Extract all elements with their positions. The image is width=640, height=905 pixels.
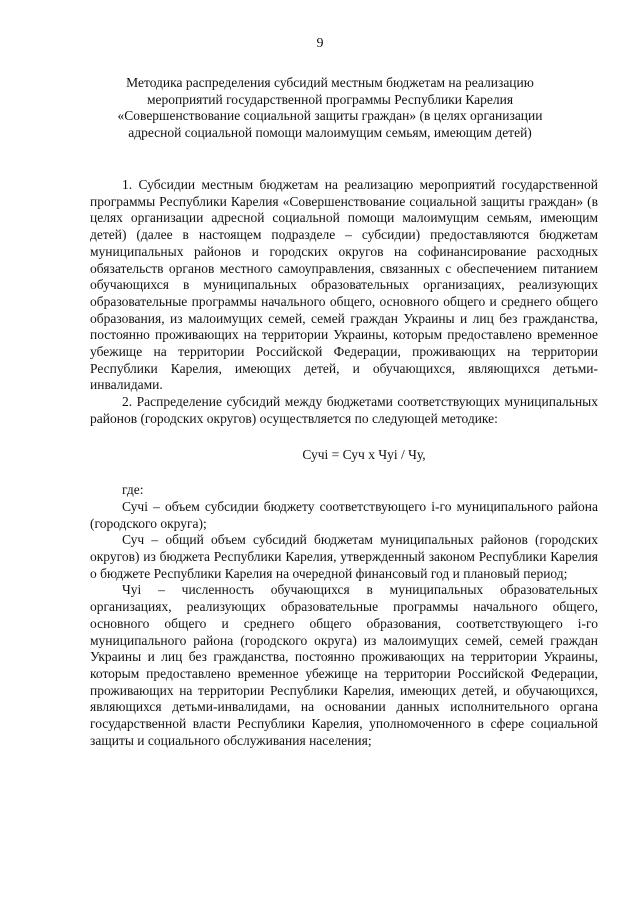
definition-2: Суч – общий объем субсидий бюджетам муниципальных районов (городских округов) из бюджета Республики Карелия, утвержденный законом Республики Карелия о бюджете Республики Карелия на очередной финансовый год и плановый период; <box>90 532 598 581</box>
formula: Сучi = Суч х Чуi / Чу, <box>302 446 426 462</box>
definition-1: Сучi – объем субсидии бюджету соответствующего i-го муниципального района (городского округа); <box>90 498 598 531</box>
paragraph-2: 2. Распределение субсидий между бюджетами соответствующих муниципальных районов (городских округов) осуществляется по следующей методике: <box>90 394 598 426</box>
document-title: Методика распределения субсидий местным бюджетам на реализацию мероприятий государственной программы Республики Карелия «Совершенствование социальной защиты граждан» (в целях организации адресной социальной помощи малоимущим семьям, имеющим детей) <box>117 75 543 140</box>
page-number: 9 <box>316 36 324 51</box>
where-label: где: <box>122 482 144 498</box>
paragraph-1: 1. Субсидии местным бюджетам на реализацию мероприятий государственной программы Республики Карелия «Совершенствование социальной защиты граждан» (в целях организации адресной социальной помощи малоимущим семьям, имеющим детей) (далее в настоящем подразделе – субсидии) предоставляются бюджетам муниципальных районов и городских округов на софинансирование расходных обязательств органов местного самоуправления, связанных с обеспечением питанием обучающихся в муниципальных образовательных организациях, реализующих образовательные программы начального общего, основного общего и среднего общего образования, из малоимущих семей, семей граждан Украины и лиц без гражданства, постоянно проживающих на территории Украины, которым предоставлено временное убежище на территории Российской Федерации, проживающих на территории Республики Карелия, имеющих детей, и обучающихся, являющихся детьми-инвалидами. <box>90 177 598 393</box>
definition-3: Чуi – численность обучающихся в муниципальных образовательных организациях, реализующих образовательные программы начального общего, основного общего и среднего общего образования, соответствующего i-го муниципального района (городского округа) из малоимущих семей, семей граждан Украины и лиц без гражданства, постоянно проживающих на территории Украины, которым предоставлено временное убежище на территории Российской Федерации, проживающих на территории Республики Карелия, имеющих детей, и обучающихся, являющихся детьми-инвалидами, на основании данных исполнительного органа государственной власти Республики Карелия, уполномоченного в сфере социальной защиты и социального обслуживания населения; <box>90 582 598 748</box>
document-body <box>90 177 598 750</box>
